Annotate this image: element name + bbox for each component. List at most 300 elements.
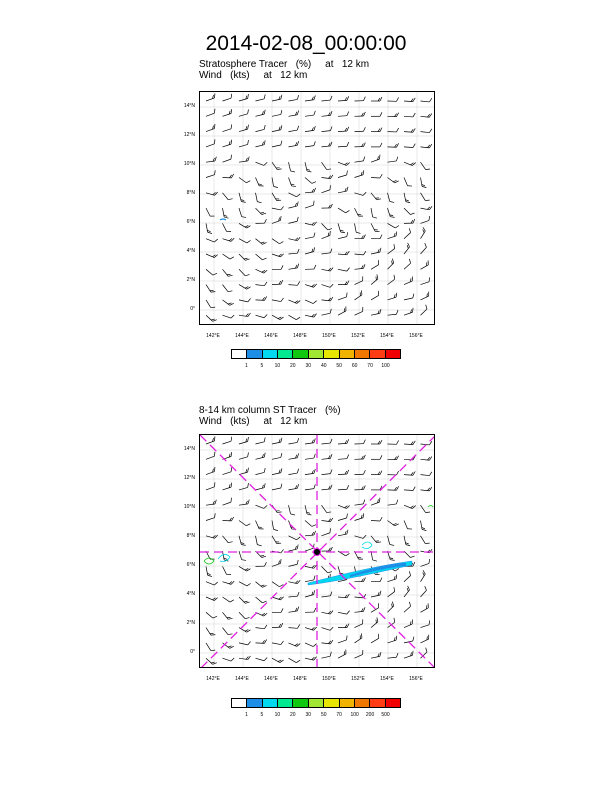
panel1-colorbar-label: 100 [381, 363, 390, 369]
wind-barb [338, 608, 350, 614]
wind-barb [238, 125, 250, 132]
wind-barb [305, 504, 311, 516]
wind-barb [321, 309, 333, 315]
wind-barb [223, 578, 235, 585]
wind-barb [206, 532, 218, 539]
wind-barb [354, 607, 365, 612]
panel1-lat-label: 14°N [183, 103, 195, 109]
wind-barb [385, 244, 396, 254]
wind-barb [238, 109, 250, 116]
wind-barb [238, 437, 250, 444]
wind-barb [421, 97, 432, 102]
wind-barb [272, 265, 283, 269]
panel1-colorbar-swatch [263, 350, 278, 358]
panel1-colorbar-swatch [340, 350, 355, 358]
wind-barb [305, 608, 316, 612]
wind-barb [354, 235, 365, 239]
wind-barb [321, 96, 332, 101]
wind-barb [401, 243, 411, 254]
wind-barb [288, 592, 299, 597]
wind-barb [255, 94, 267, 101]
wind-barb [337, 187, 349, 193]
wind-barb [385, 275, 396, 285]
wind-barb [322, 517, 333, 522]
wind-barb [221, 109, 233, 116]
panel1-colorbar-swatch [324, 350, 339, 358]
wind-barb [354, 455, 365, 459]
wind-barb [354, 97, 365, 101]
wind-barb [321, 142, 332, 147]
wind-barb [304, 233, 316, 239]
wind-barb [338, 142, 349, 147]
panel1-colorbar-swatch [293, 350, 308, 358]
wind-barb [305, 281, 317, 288]
wind-barb [305, 219, 317, 225]
wind-barb [369, 260, 380, 269]
wind-barb [223, 190, 233, 201]
wind-barb [417, 570, 426, 581]
tracer-contour [428, 506, 433, 508]
wind-barb [338, 222, 345, 234]
wind-barb [322, 160, 332, 171]
panel2-lon-label: 146°E [264, 676, 278, 682]
wind-barb [402, 620, 414, 628]
wind-barb [305, 311, 317, 317]
panel1-colorbar-label: 20 [290, 363, 296, 369]
wind-barb [238, 483, 250, 490]
wind-barb [370, 248, 382, 254]
wind-barb [272, 191, 281, 202]
wind-barb [421, 455, 432, 460]
wind-barb [322, 265, 334, 271]
wind-barb [206, 578, 218, 586]
panel2-colorbar-swatch [278, 699, 293, 707]
wind-barb [388, 112, 399, 116]
panel1-lon-label: 148°E [293, 333, 307, 339]
wind-barb [370, 155, 382, 163]
wind-barb [404, 548, 415, 559]
panel1-lat-label: 6°N [186, 219, 195, 225]
wind-barb [354, 143, 365, 147]
wind-barb [368, 274, 379, 284]
panel2-lon-label: 156°E [409, 676, 423, 682]
storm-center-marker [314, 549, 321, 556]
wind-barb [388, 455, 399, 459]
panel2-colorbar-label: 30 [305, 712, 312, 718]
wind-barb [421, 191, 430, 202]
wind-barb [255, 110, 267, 117]
wind-barb [404, 440, 415, 445]
wind-barb [305, 188, 316, 193]
tracer-contour [220, 219, 226, 220]
wind-barb [388, 517, 399, 527]
wind-barb [289, 189, 301, 197]
panel1-lat-label: 12°N [183, 132, 195, 138]
wind-barb [421, 503, 431, 514]
wind-barb [223, 610, 233, 621]
wind-barb [371, 455, 382, 459]
panel2-colorbar-swatch [232, 699, 247, 707]
wind-barb [272, 250, 284, 257]
wind-barb [388, 143, 399, 147]
wind-barb [223, 267, 233, 278]
panel1-colorbar-label: 1 [245, 363, 248, 369]
wind-barb [337, 514, 349, 521]
wind-barb [321, 485, 332, 490]
wind-barb [256, 579, 267, 589]
panel1-lat-label: 2°N [186, 277, 195, 283]
wind-barb [352, 290, 363, 299]
wind-barb [404, 535, 410, 547]
wind-barb [256, 548, 267, 559]
wind-barb [288, 560, 300, 567]
panel2-lat-label: 14°N [183, 446, 195, 452]
wind-barb [239, 594, 250, 605]
wind-barb [206, 549, 215, 561]
panel1-colorbar-label: 40 [320, 363, 327, 369]
wind-barb [239, 267, 250, 278]
wind-barb [205, 500, 216, 505]
wind-barb [288, 484, 300, 490]
wind-barb [272, 177, 278, 189]
wind-barb [322, 221, 332, 232]
wind-barb [355, 189, 367, 196]
wind-barb [255, 125, 267, 132]
panel2-colorbar-swatch [309, 699, 324, 707]
wind-barb [206, 609, 217, 619]
panel1-lon-label: 154°E [380, 333, 394, 339]
wind-barb [355, 549, 363, 561]
wind-barb [353, 650, 365, 658]
panel2-colorbar-swatch [263, 699, 278, 707]
wind-barb [223, 207, 229, 219]
wind-barb [256, 192, 262, 204]
wind-barb [221, 124, 233, 131]
panel2-colorbar-swatch [247, 699, 262, 707]
wind-barb [419, 603, 431, 612]
wind-barb [354, 440, 365, 444]
wind-barb [404, 219, 415, 223]
panel2-colorbar-swatch [340, 699, 355, 707]
wind-barb [421, 160, 431, 171]
wind-barb [354, 264, 365, 269]
wind-barb [288, 217, 300, 224]
wind-barb [305, 161, 311, 173]
wind-barb [304, 454, 315, 459]
panel1-colorbar-label: 70 [367, 363, 373, 369]
wind-barb [271, 125, 283, 131]
wind-barb [404, 205, 415, 216]
panel1-lat-label: 0° [190, 306, 195, 312]
wind-barb [322, 639, 333, 644]
wind-barb [338, 485, 349, 490]
wind-barb [322, 564, 332, 575]
wind-barb [404, 128, 415, 133]
wind-barb [256, 639, 267, 644]
wind-barb [256, 594, 267, 604]
wind-barb [206, 250, 218, 258]
wind-barb [401, 602, 412, 612]
wind-barb [388, 128, 399, 132]
wind-barb [239, 517, 250, 527]
wind-barb [288, 469, 300, 475]
panel1-map-canvas [200, 92, 435, 325]
panel1-map [199, 91, 435, 325]
wind-barb [221, 467, 233, 474]
wind-barb [305, 639, 317, 647]
wind-barb [401, 586, 411, 597]
wind-barb [304, 439, 315, 444]
wind-barb [272, 623, 283, 628]
wind-barb [371, 440, 382, 444]
wind-barb [421, 471, 432, 476]
wind-barb [272, 520, 278, 532]
wind-barb [404, 97, 415, 102]
wind-barb [338, 265, 350, 271]
wind-barb [304, 576, 316, 582]
wind-barb [271, 141, 283, 147]
wind-barb [205, 467, 217, 475]
wind-barb [223, 625, 233, 636]
panel1-subtitle-1: Stratosphere Tracer (%) at 12 km [199, 59, 370, 70]
wind-barb [354, 470, 365, 474]
wind-barb [304, 469, 315, 474]
wind-barb [221, 140, 233, 147]
wind-barb [271, 110, 283, 116]
wind-barb [223, 174, 234, 178]
wind-barb [353, 276, 365, 284]
wind-barb [238, 157, 249, 163]
panel2-lon-label: 150°E [322, 676, 336, 682]
wind-barb [421, 204, 433, 210]
wind-barb [321, 439, 332, 444]
wind-barb [272, 655, 284, 664]
wind-barb [370, 591, 382, 597]
wind-barb [402, 277, 414, 285]
wind-barb [322, 281, 334, 288]
wind-barb [206, 189, 218, 196]
panel1-colorbar-label: 50 [336, 363, 342, 369]
panel2-colorbar-label: 1 [245, 712, 248, 718]
wind-barb [256, 519, 264, 531]
wind-barb [388, 97, 399, 101]
wind-barb [419, 559, 431, 566]
panel1-lon-label: 152°E [351, 333, 365, 339]
wind-barb [404, 486, 415, 491]
wind-barb [417, 586, 427, 597]
wind-barb [338, 127, 349, 132]
wind-barb [385, 259, 396, 270]
panel1-lon-label: 146°E [264, 333, 278, 339]
wind-barb [256, 654, 268, 661]
panel1-colorbar-swatch [278, 350, 293, 358]
wind-barb [371, 97, 382, 101]
wind-barb [205, 139, 217, 147]
panel2-lat-label: 4°N [186, 591, 195, 597]
panel2-colorbar-swatch [324, 699, 339, 707]
wind-barb [371, 517, 382, 522]
wind-barb [288, 202, 300, 209]
wind-barb [271, 484, 283, 490]
wind-barb [206, 266, 217, 276]
panel1-colorbar-swatch [309, 350, 324, 358]
wind-barb [321, 592, 332, 597]
wind-barb [289, 312, 301, 321]
wind-barb [288, 110, 300, 116]
panel2-colorbar-label: 5 [260, 712, 264, 718]
page-title: 2014-02-08_00:00:00 [205, 32, 407, 55]
wind-barb [387, 310, 398, 315]
panel2-lat-label: 6°N [186, 562, 195, 568]
wind-barb [354, 127, 365, 131]
wind-barb [401, 228, 412, 238]
wind-barb [206, 566, 212, 578]
wind-barb [289, 281, 300, 286]
wind-barb [271, 468, 283, 474]
wind-barb [272, 280, 283, 285]
wind-barb [388, 220, 400, 229]
wind-barb [205, 452, 217, 460]
wind-barb [289, 296, 301, 304]
wind-barb [322, 503, 332, 514]
wind-barb [272, 593, 284, 600]
wind-barb [354, 112, 365, 116]
wind-barb [419, 635, 431, 643]
wind-barb [305, 654, 317, 660]
wind-barb [238, 140, 250, 147]
wind-barb [403, 294, 415, 300]
wind-barb [322, 174, 333, 179]
panel1-lon-label: 144°E [235, 333, 249, 339]
wind-barb [255, 468, 267, 475]
wind-barb [421, 143, 432, 148]
panel1-colorbar-label: 60 [351, 363, 358, 369]
wind-barb [419, 260, 431, 269]
wind-barb [289, 161, 295, 173]
panel1-lon-label: 156°E [409, 333, 423, 339]
wind-barb [255, 219, 266, 223]
panel1-colorbar-swatch [232, 350, 247, 358]
wind-barb [239, 639, 251, 645]
wind-barb [221, 483, 233, 490]
wind-barb [255, 453, 267, 460]
wind-barb [304, 141, 315, 146]
panel1-lat-label: 8°N [186, 190, 195, 196]
wind-barb [337, 293, 349, 300]
wind-barb [304, 590, 316, 597]
panel2-subtitle-2: Wind (kts) at 12 km [199, 416, 308, 427]
wind-barb [371, 174, 382, 179]
wind-barb [221, 94, 233, 101]
wind-barb [403, 651, 415, 658]
wind-barb [371, 190, 381, 201]
wind-barb [355, 206, 363, 218]
wind-barb [256, 296, 267, 301]
wind-barb [255, 437, 267, 444]
wind-barb [239, 563, 250, 572]
wind-barb [288, 264, 299, 270]
wind-barb [371, 128, 382, 132]
wind-barb [387, 157, 398, 163]
panel2-colorbar-label: 70 [336, 712, 342, 718]
wind-barb [223, 282, 233, 293]
wind-barb [337, 636, 349, 643]
panel2-colorbar [231, 698, 401, 708]
wind-barb [206, 312, 217, 322]
wind-barb [401, 259, 412, 269]
wind-barb [239, 220, 250, 229]
panel2-colorbar-label: 100 [350, 712, 359, 718]
wind-barb [288, 141, 300, 147]
panel2-lat-label: 10°N [183, 504, 195, 510]
wind-barb [288, 607, 299, 613]
wind-barb [387, 500, 398, 506]
panel2-colorbar-swatch [370, 699, 385, 707]
wind-barb [289, 639, 301, 647]
wind-barb [338, 96, 349, 101]
wind-barb [272, 608, 283, 612]
wind-barb [304, 484, 315, 489]
wind-barb [256, 176, 264, 188]
wind-barb [272, 578, 283, 587]
wind-barb [419, 216, 431, 223]
wind-barb [353, 307, 365, 315]
wind-barb [223, 235, 235, 242]
wind-barb [223, 311, 235, 318]
wind-barb [289, 176, 297, 188]
panel2-map-canvas [200, 435, 435, 668]
wind-barb [321, 652, 333, 658]
wind-barb [403, 308, 415, 315]
wind-barb [388, 535, 395, 547]
wind-barb [239, 174, 250, 184]
wind-barb [404, 519, 412, 531]
wind-barb [371, 578, 382, 582]
panel2-map [199, 434, 435, 668]
wind-barb [256, 535, 262, 547]
panel2-subtitle-1: 8-14 km column ST Tracer (%) [199, 405, 341, 416]
wind-barb [336, 307, 348, 316]
wind-barb [338, 624, 349, 628]
wind-barb [388, 486, 399, 490]
wind-barb [421, 112, 432, 117]
wind-barb [369, 291, 381, 300]
tracer-contour [362, 542, 372, 549]
wind-barb [421, 177, 427, 189]
panel1-colorbar-swatch [370, 350, 385, 358]
wind-barb [239, 251, 250, 262]
wind-barb [239, 296, 251, 302]
wind-barb [289, 235, 301, 241]
wind-barb [305, 624, 317, 631]
wind-barb [206, 223, 212, 235]
wind-barb [417, 243, 427, 254]
wind-barb [337, 171, 349, 178]
panel2-colorbar-label: 500 [381, 712, 390, 718]
wind-barb [256, 236, 267, 246]
wind-barb [239, 281, 250, 290]
wind-barb [321, 469, 332, 474]
wind-barb [421, 520, 427, 532]
wind-barb [338, 455, 349, 460]
panel1-lat-label: 10°N [183, 161, 195, 167]
wind-barb [205, 124, 217, 132]
wind-barb [385, 587, 396, 597]
wind-barb [239, 610, 250, 621]
panel2-colorbar-label: 20 [290, 712, 296, 718]
wind-barb [288, 249, 299, 254]
wind-barb [338, 470, 349, 475]
